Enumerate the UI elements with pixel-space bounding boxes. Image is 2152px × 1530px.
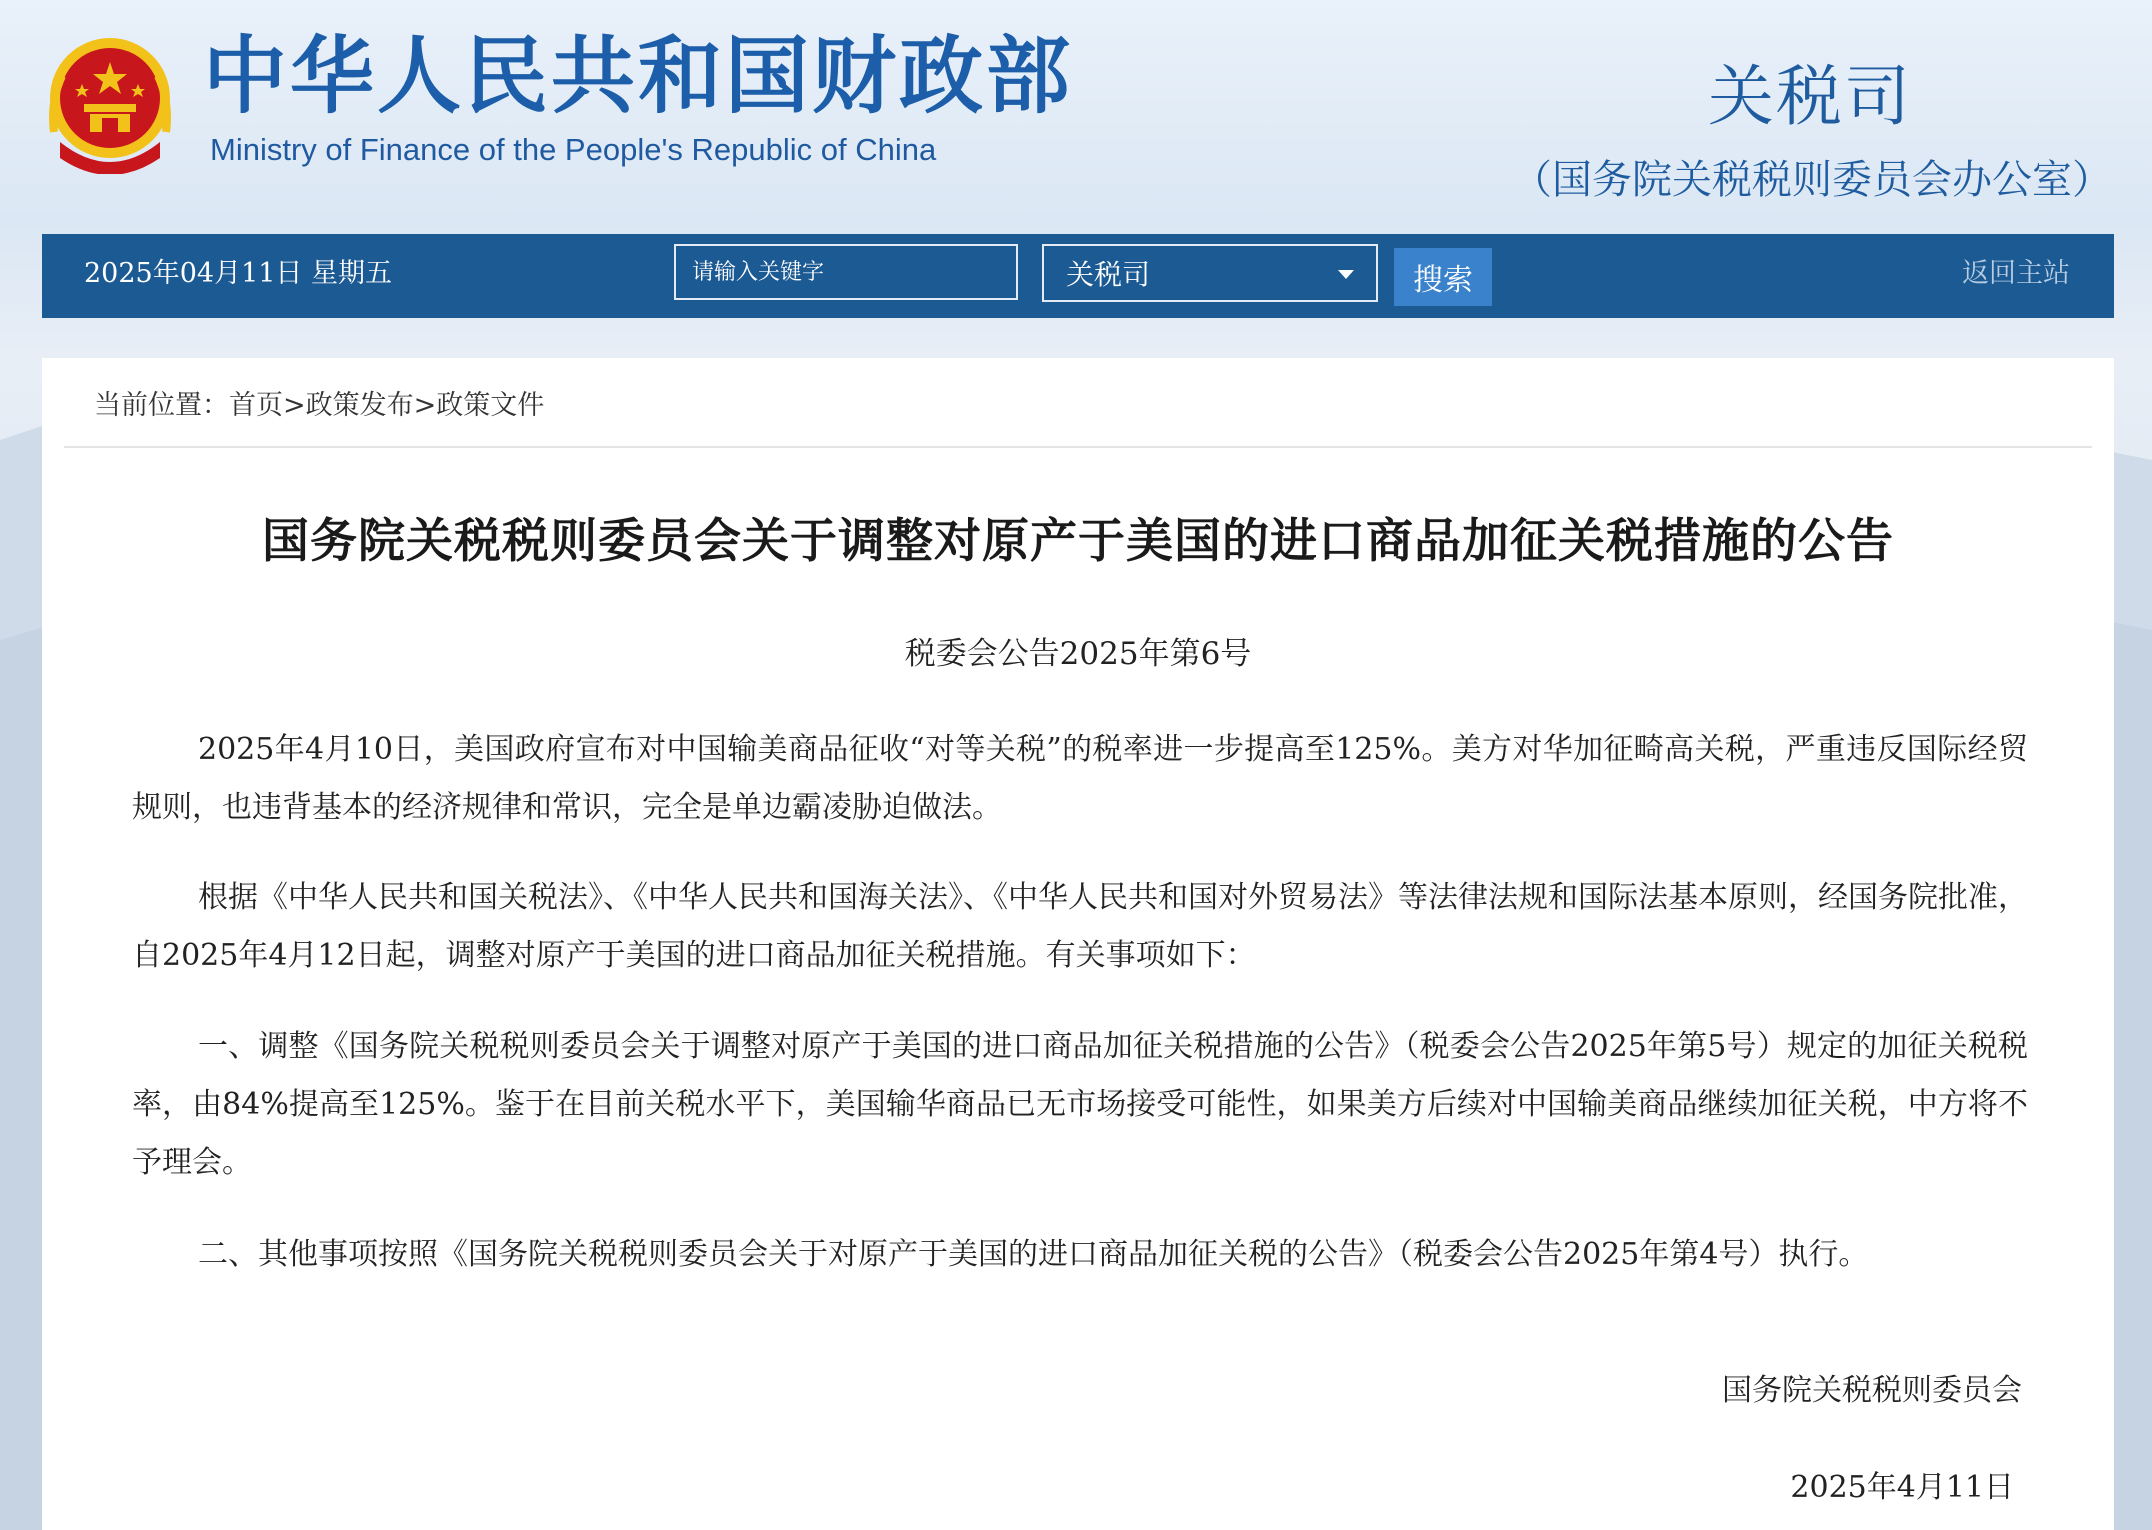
breadcrumb-separator: >: [413, 390, 437, 421]
breadcrumb-separator: >: [283, 390, 306, 421]
paragraph-2: 根据《中华人民共和国关税法》、《中华人民共和国海关法》、《中华人民共和国对外贸易法》等法律法规和国际法基本原则，经国务院批准，自2025年4月12日起，调整对原产于美国的进口商品加征关税措施。有关事项如下：: [132, 880, 2028, 973]
document-title: 国务院关税税则委员会关于调整对原产于美国的进口商品加征关税措施的公告: [262, 514, 1894, 569]
department-name: 关税司: [1708, 58, 1912, 135]
top-navbar: [42, 234, 2114, 318]
breadcrumb-policy-documents[interactable]: 政策文件: [436, 390, 545, 421]
divider: [64, 446, 2092, 448]
document-number: 税委会公告2025年第6号: [904, 636, 1252, 672]
paragraph-4: 二、其他事项按照《国务院关税税则委员会关于对原产于美国的进口商品加征关税的公告》（税委会公告2025年第4号）执行。: [198, 1237, 1869, 1272]
ministry-name-en: Ministry of Finance of the People's Republic of China: [210, 132, 937, 167]
chevron-down-icon: [1338, 270, 1354, 279]
back-to-main-link[interactable]: 返回主站: [1962, 258, 2070, 289]
paragraph-1: 2025年4月10日，美国政府宣布对中国输美商品征收“对等关税”的税率进一步提高至125%。美方对华加征畸高关税，严重违反国际经贸规则，也违背基本的经济规律和常识，完全是单边霸凌胁迫做法。: [132, 732, 2028, 825]
search-input[interactable]: [674, 244, 1018, 300]
department-subtitle: （国务院关税税则委员会办公室）: [1512, 157, 2112, 203]
search-button[interactable]: 搜索: [1394, 248, 1492, 306]
breadcrumb-home[interactable]: 首页: [229, 390, 283, 421]
breadcrumb-policy-release[interactable]: 政策发布: [305, 390, 414, 421]
ministry-name-cn: 中华人民共和国财政部: [203, 27, 1074, 125]
breadcrumb: [94, 392, 544, 419]
national-emblem-icon: [40, 32, 180, 174]
category-select[interactable]: [1042, 244, 1378, 302]
sign-date: 2025年4月11日: [1790, 1470, 2014, 1505]
paragraph-3: 一、调整《国务院关税税则委员会关于调整对原产于美国的进口商品加征关税措施的公告》（税委会公告2025年第5号）规定的加征关税税率，由84%提高至125%。鉴于在目前关税水平下，美国输华商品已无市场接受可能性，如果美方后续对中国输美商品继续加征关税，中方将不予理会。: [132, 1029, 2028, 1180]
breadcrumb-prefix: 当前位置：: [94, 390, 229, 421]
signature: 国务院关税税则委员会: [1722, 1373, 2022, 1408]
content-panel: [42, 358, 2114, 1530]
current-date: 2025年04月11日 星期五: [84, 258, 393, 289]
category-select-value: 关税司: [1066, 258, 1151, 291]
